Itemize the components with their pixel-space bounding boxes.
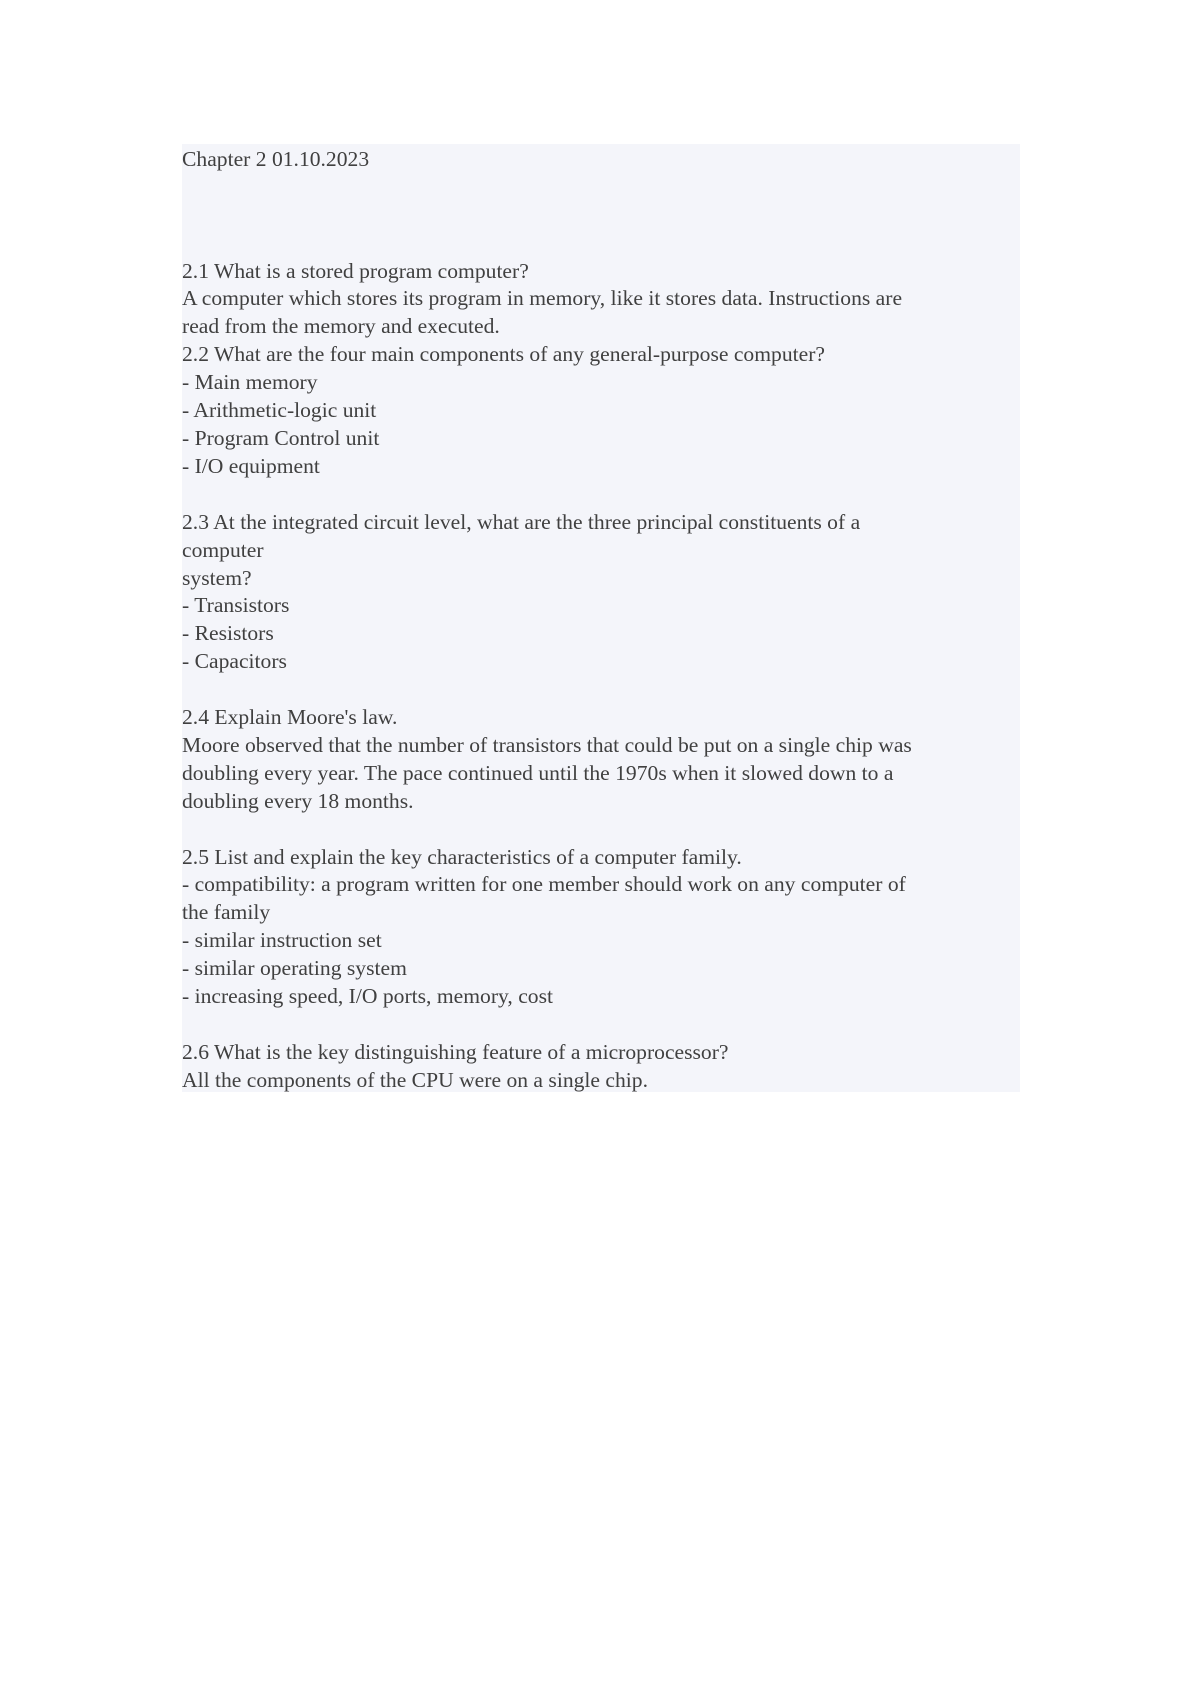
answer-line: All the components of the CPU were on a single chip. bbox=[182, 1067, 648, 1092]
answer-line: A computer which stores its program in memory, like it stores data. Instructions are bbox=[182, 286, 903, 311]
question-2-5: 2.5 List and explain the key characteristics of a computer family. bbox=[182, 844, 742, 869]
blank-line bbox=[182, 230, 1018, 258]
blank-line bbox=[182, 816, 1018, 844]
blank-line bbox=[182, 202, 1018, 230]
answer-line: read from the memory and executed. bbox=[182, 314, 500, 339]
question-2-4: 2.4 Explain Moore's law. bbox=[182, 705, 398, 730]
list-item: - compatibility: a program written for one member should work on any computer of bbox=[182, 872, 906, 897]
question-2-1: 2.1 What is a stored program computer? bbox=[182, 258, 529, 283]
list-item: - Transistors bbox=[182, 593, 290, 618]
question-2-3-cont: system? bbox=[182, 565, 252, 590]
list-item: - similar operating system bbox=[182, 956, 407, 981]
blank-line bbox=[182, 174, 1018, 202]
answer-line: doubling every 18 months. bbox=[182, 788, 414, 813]
list-item: - similar instruction set bbox=[182, 928, 382, 953]
list-item: - I/O equipment bbox=[182, 453, 320, 478]
list-item: - Capacitors bbox=[182, 649, 287, 674]
question-2-3-cont: computer bbox=[182, 537, 264, 562]
list-item: - Arithmetic-logic unit bbox=[182, 398, 377, 423]
document-body bbox=[182, 146, 1018, 1095]
question-2-3: 2.3 At the integrated circuit level, what are the three principal constituents of a bbox=[182, 509, 861, 534]
list-item: - Resistors bbox=[182, 621, 274, 646]
document-header: Chapter 2 01.10.2023 bbox=[182, 147, 370, 171]
question-2-2: 2.2 What are the four main components of any general-purpose computer? bbox=[182, 342, 825, 367]
answer-line: Moore observed that the number of transistors that could be put on a single chip was bbox=[182, 732, 912, 757]
blank-line bbox=[182, 1011, 1018, 1039]
list-item: - Main memory bbox=[182, 370, 318, 395]
list-item: - Program Control unit bbox=[182, 426, 380, 451]
blank-line bbox=[182, 676, 1018, 704]
list-item: - increasing speed, I/O ports, memory, cost bbox=[182, 984, 553, 1009]
answer-line: doubling every year. The pace continued until the 1970s when it slowed down to a bbox=[182, 760, 894, 785]
question-2-6: 2.6 What is the key distinguishing feature of a microprocessor? bbox=[182, 1039, 729, 1064]
list-item-cont: the family bbox=[182, 900, 271, 925]
blank-line bbox=[182, 481, 1018, 509]
